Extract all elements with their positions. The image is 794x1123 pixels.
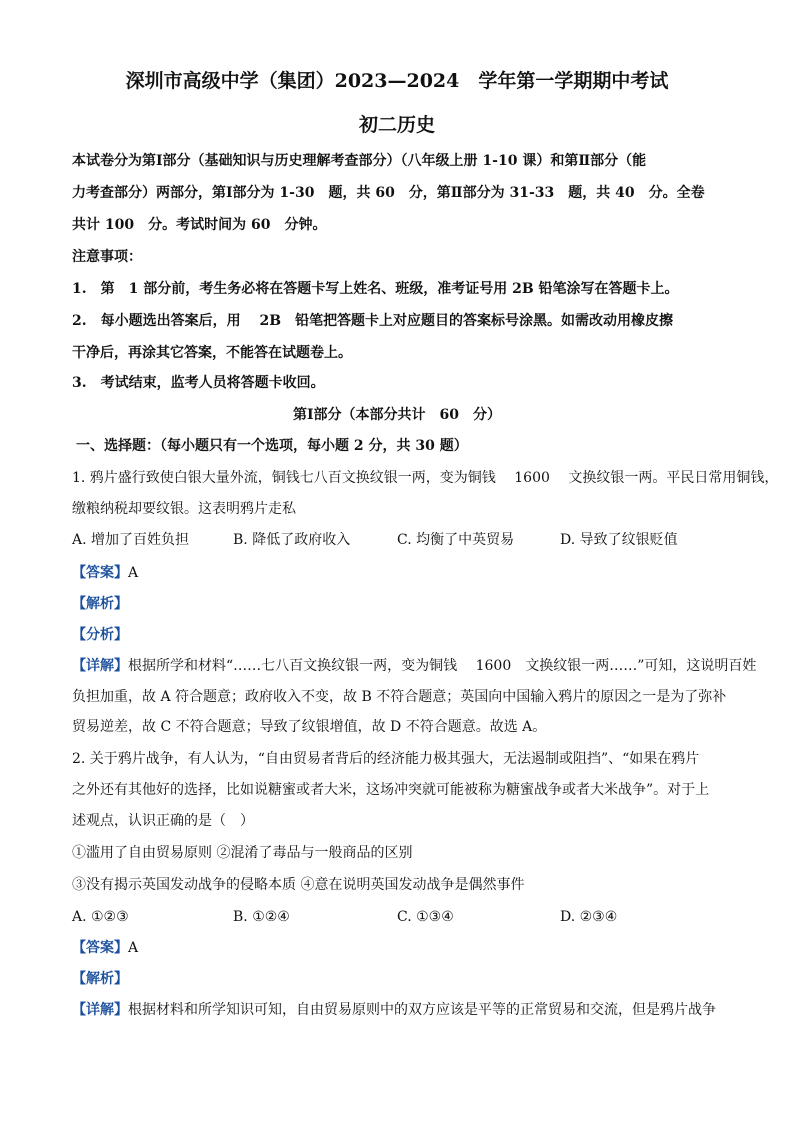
question-stem: 述观点，认识正确的是（ ） [72,813,254,829]
statement-line: ③没有揭示英国发动战争的侵略本质 ④意在说明英国发动战争是偶然事件 [72,877,525,893]
answer-value: A [128,940,139,956]
option-d: D. ②③④ [560,909,618,925]
note-item: 1. 第 1 部分前，考生务必将在答题卡写上姓名、班级，准考证号用 2B 铅笔涂写在答题卡上。 [72,281,679,297]
part-label: 一、选择题：（每小题只有一个选项，每小题 2 分，共 30 题） [76,438,468,454]
question-stem: 1. 鸦片盛行致使白银大量外流，铜钱七八百文换纹银一两，变为铜钱 1600 文换纹银一两。平民日常用铜钱， [72,470,779,486]
answer-tag: 【答案】 [72,565,128,581]
option-a: A. 增加了百姓负担 [72,532,190,548]
note-item: 干净后，再涂其它答案，不能答在试题卷上。 [72,345,352,361]
detail-tag: 【详解】 [72,658,128,674]
detail-text: 根据材料和所学知识可知，自由贸易原则中的双方应该是平等的正常贸易和交流，但是鸦片战争 [128,1002,716,1018]
answer-value: A [128,565,139,581]
analysis-label: 【解析】 [72,596,128,612]
analysis-tag [72,594,128,614]
detail-line [72,1000,716,1020]
intro-line: 共计 100 分。考试时间为 60 分钟。 [72,217,327,233]
option-b: B. 降低了政府收入 [233,532,351,548]
detail-line [72,656,756,676]
exam-subject: 初二历史 [358,114,435,136]
option-b: B. ①②④ [233,909,290,925]
answer-line [72,563,138,583]
question-stem: 缴粮纳税却要纹银。这表明鸦片走私 [72,501,296,517]
option-a: A. ①②③ [72,909,129,925]
notes-heading: 注意事项： [72,249,142,265]
section-heading: 第Ⅰ部分（本部分共计 60 分） [292,407,502,423]
detail-text: 负担加重，故 A 符合题意；政府收入不变，故 B 不符合题意；英国向中国输入鸦片的原因之一是为了弥补 [72,689,727,705]
analysis-label: 【解析】 [72,971,128,987]
detail-text: 根据所学和材料“……七八百文换纹银一两，变为铜钱 1600 文换纹银一两……”可知，这说明百姓 [128,658,757,674]
fenxi-label: 【分析】 [72,627,128,643]
question-stem: 之外还有其他好的选择，比如说糖蜜或者大米，这场冲突就可能被称为糖蜜战争或者大米战争”。对于上 [72,782,710,798]
answer-tag: 【答案】 [72,940,128,956]
exam-title: 深圳市高级中学（集团）2023—2024 学年第一学期期中考试 [125,70,669,92]
intro-line: 本试卷分为第Ⅰ部分（基础知识与历史理解考查部分）（八年级上册 1-10 课）和第Ⅱ部分（能 [72,153,647,169]
detail-text: 贸易逆差，故 C 不符合题意；导致了纹银增值，故 D 不符合题意。故选 A。 [72,719,547,735]
statement-line: ①滥用了自由贸易原则 ②混淆了毒品与一般商品的区别 [72,845,413,861]
option-d: D. 导致了纹银贬值 [560,532,678,548]
intro-line: 力考查部分）两部分，第Ⅰ部分为 1-30 题，共 60 分，第Ⅱ部分为 31-33 题，共 40 分。全卷 [72,185,705,201]
answer-line [72,938,138,958]
option-c: C. ①③④ [397,909,454,925]
fenxi-tag [72,625,128,645]
detail-tag: 【详解】 [72,1002,128,1018]
option-c: C. 均衡了中英贸易 [397,532,515,548]
question-stem: 2. 关于鸦片战争，有人认为，“自由贸易者背后的经济能力极其强大，无法遏制或阻挡”、“如果在鸦片 [72,751,700,767]
analysis-tag [72,969,128,989]
note-item: 2. 每小题选出答案后，用 2B 铅笔把答题卡上对应题目的答案标号涂黑。如需改动用橡皮擦 [72,313,674,329]
note-item: 3. 考试结束，监考人员将答题卡收回。 [72,375,325,391]
